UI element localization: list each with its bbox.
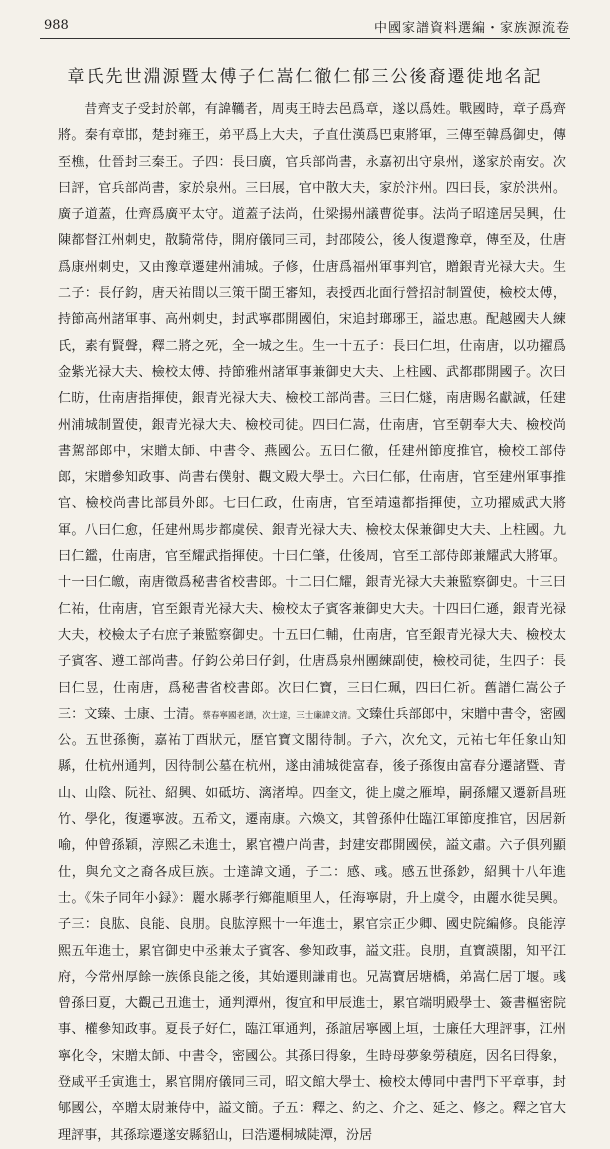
body-paragraph: [58, 97, 566, 1149]
running-header: 中國家譜資料選編・家族源流卷: [373, 21, 570, 36]
article-title: 章氏先世淵源暨太傅子仁嵩仁徹仁郁三公後裔遷徙地名記: [67, 67, 543, 87]
article-body: [58, 97, 566, 1149]
page-number: 988: [44, 18, 69, 33]
body-text: 昔齊支子受封於鄣，有諱韉者，周夷王時去邑爲章，遂以爲姓。戰國時，章子爲齊將。秦有章邯，楚封雍王，弟平爲上大夫，子直仕漢爲巴東將軍，三傳至韓爲御史，傳至樵，仕晉封三秦王。子四：長曰廣，官兵部尚書，永嘉初出守泉州，遂家於南安。次曰評，官兵部尚書，家於泉州。三曰展，官中散大夫，家於汴州。四曰長，家於洪州。廣子道蓋，仕齊爲廣平太守。道蓋子法尚，仕梁揚州議曹從事。法尚子昭達居吴興，仕陳都督江州刺史，散騎常侍，開府儀同三司，封邵陵公，後人復還豫章，傳至及，仕唐爲康州刺史，又由豫章遷建州浦城。子修，仕唐爲福州軍事判官，贈銀青光禄大夫。生二子：長仔鈞，唐天祐間以三策干閩王審知，表授西北面行營招討制置使，檢校太傅，持節高州諸軍事、高州刺史，封武寧郡開國伯，宋追封瑯琊王，謚忠惠。配越國夫人練氏，素有賢聲，釋二將之死，全一城之生。生一十五子：長曰仁坦，仕南唐，以功擢爲金紫光禄大夫、檢校太傅、持節雅州諸軍事兼御史大夫、上柱國、武都郡開國子。次曰仁昉，仕南唐指揮使，銀青光禄大夫、檢校工部尚書。三曰仁燧，南唐賜名獻誠，任建州浦城制置使，銀青光禄大夫、檢校司徒。四曰仁嵩，仕南唐，官至朝奉大夫、檢校尚書駕部郎中，宋贈太師、中書令、燕國公。五曰仁徹，任建州節度推官，檢校工部侍郎，宋贈參知政事、尚書右僕射、觀文殿大學士。六曰仁郁，仕南唐，官至建州軍事推官、檢校尚書比部員外郎。七曰仁政，仕南唐，官至靖遠都指揮使，立功擢威武大將軍。八曰仁愈，任建州馬步都虞侯、銀青光禄大夫、檢校太保兼御史大夫、上柱國。九曰仁鑑，仕南唐，官至耀武指揮使。十曰仁肇，仕後周，官至工部侍郎兼耀武大將軍。十一曰仁皦，南唐徵爲秘書省校書郎。十二曰仁耀，銀青光禄大夫兼監察御史。十三曰仁祐，仕南唐，官至銀青光禄大夫、檢校太子賓客兼御史大夫。十四曰仁遜，銀青光禄大夫，校檢太子右庶子兼監察御史。十五曰仁輔，仕南唐，官至銀青光禄大夫、檢校太子賓客、遵工部尚書。仔鈞公弟曰仔釗，仕唐爲泉州團練副使，檢校司徒，生四子：長曰仁昱，仕南唐，爲秘書省校書郎。次曰仁寶，三曰仁珮，四曰仁祈。舊譜仁嵩公子三：文臻、士康、士清。: [58, 102, 566, 722]
header-rule: [40, 38, 570, 39]
body-text-continued: 文臻仕兵部郎中，宋贈中書令，密國公。五世孫衡，嘉祐丁酉狀元，歷官寶文閣待制。子六，次允文，元祐七年任象山知縣，仕杭州通判，因待制公墓在杭州，遂由浦城徙富春，後子孫復由富春分遷諸暨、青山、山陰、阮社、紹興、如砥坊、漓渚埠。四奎文，徙上虞之雁埠，嗣孫耀又遷新昌班竹、學化，復遷寧波。五希文，遷南康。六煥文，其曾孫仲仕臨江軍節度推官，因居新喻，仲曾孫穎，淳熙乙未進士，累官禮户尚書，封建安郡開國侯，謚文肅。六子俱列顯仕，與允文之裔各成巨族。士達諱文通，子二：感、彧。感五世孫鈔，紹興十八年進士。《朱子同年小録》：麗水縣孝行鄉龍順里人，任海寧尉，升上虞令，由麗水徙吴興。子三：良肱、良能、良朋。良肱淳熙十一年進士，累官宗正少卿、國史院編修。良能淳熙五年進士，累官御史中丞兼太子賓客、參知政事，謚文莊。良朋，直寶謨閣，知平江府，今常州厚餘一族係良能之後，其始遷則謙甫也。兄嵩寶居塘橋，弟嵩仁居丁堰。彧曾孫曰夏，大觀己丑進士，通判潭州，復宜和甲辰進士，累官端明殿學士、簽書樞密院事、權參知政事。夏長子好仁，臨江軍通判，孫誼居寧國上垣，士廉任大理評事，江州寧化令，宋贈太師、中書令，密國公。其孫曰得象，生時母夢象勞積庭，因名曰得象，登咸平壬寅進士，累官開府儀同三司，昭文館大學士、檢校太傅同中書門下平章事，封郇國公，卒贈太尉兼侍中，謚文簡。子五：釋之、約之、介之、延之、修之。釋之官大理評事，其孫琮遷遂安縣貂山，曰浩遷桐城陡潭，汾居: [58, 706, 567, 1143]
inline-note: 蔡春寧國老譜，次士達，三士廉諱文清。: [202, 710, 357, 721]
